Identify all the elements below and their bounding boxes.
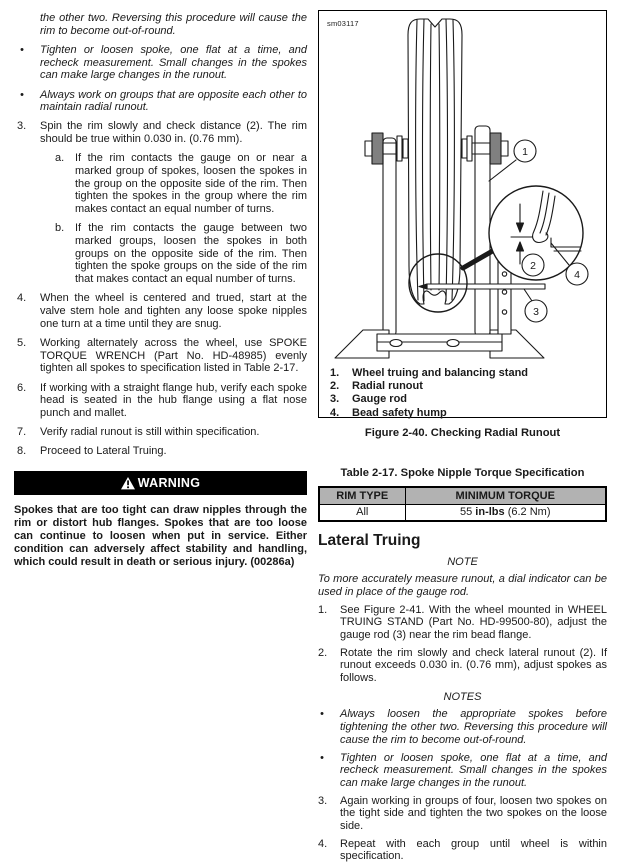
step-text: Rotate the rim slowly and check lateral runout (2). If runout exceeds 0.030 in. (0.76 mm), adjust spokes as follows. <box>340 646 607 685</box>
step-text: Repeat with each group until wheel is within specification. <box>340 837 607 863</box>
bullet-glyph: • <box>320 751 324 764</box>
warning-banner <box>14 471 307 495</box>
step-8 <box>14 445 307 458</box>
callout-3-number: 3 <box>533 306 539 318</box>
warning-text: Spokes that are too tight can draw nipples through the rim or distort hub flanges. Spokes that are too loose can continue to loosen when put in service. Either condition can adversely affect stability and handling, which could result in death or serious injury. (00286a) <box>14 504 307 568</box>
step-text: If working with a straight flange hub, verify each spoke head is seated in the hub flange using a flat nose punch and mallet. <box>40 381 307 419</box>
callout-4-number: 4 <box>574 269 580 281</box>
legend-item <box>319 380 606 393</box>
note-bullet <box>14 89 307 114</box>
torque-metric: (6.2 Nm) <box>504 506 551 519</box>
figure-legend <box>319 367 606 420</box>
step-text: Proceed to Lateral Truing. <box>40 445 167 458</box>
step-number: 3. <box>17 120 27 133</box>
callout-2-number: 2 <box>530 260 536 272</box>
note-continuation: the other two. Reversing this procedure will cause the rim to become out-of-round. <box>40 12 307 37</box>
substep-text: If the rim contacts the gauge between two marked groups, loosen the spokes in both groups on the opposite side of the rim. Then tighten the spoke groups on the side of the rim that makes contact an equal number of turns. <box>75 222 307 286</box>
warning-triangle-icon <box>121 477 135 490</box>
substep-a <box>40 152 307 216</box>
note-bullet-text: Tighten or loosen spoke, one flat at a time, and recheck measurement. Small changes in the spokes can make large changes in the runout. <box>340 751 607 789</box>
bullet-glyph: • <box>20 88 24 101</box>
right-column <box>318 0 607 868</box>
legend-text: Gauge rod <box>352 393 408 406</box>
bullet-glyph: • <box>20 43 24 56</box>
lateral-step-2 <box>318 647 607 685</box>
step-text: When the wheel is centered and trued, start at the valve stem hole and tighten any loose spoke nipples one turn at a time until they are snug. <box>40 292 307 330</box>
legend-text: Wheel truing and balancing stand <box>352 367 529 379</box>
step-number: 7. <box>17 426 27 439</box>
step-text: Working alternately across the wheel, use SPOKE TORQUE WRENCH (Part No. HD-48985) evenly tighten all spokes to specification listed in Table 2-17. <box>40 336 307 375</box>
note-label: NOTE <box>447 556 478 569</box>
legend-number: 2. <box>330 380 340 393</box>
step-number: 8. <box>17 445 27 458</box>
table-header-row <box>319 487 606 504</box>
header-minimum-torque: MINIMUM TORQUE <box>405 487 606 504</box>
step-text: Verify radial runout is still within specification. <box>40 426 260 439</box>
legend-text: Radial runout <box>352 380 423 393</box>
note-text: To more accurately measure runout, a dial indicator can be used in place of the gauge rod. <box>318 573 607 598</box>
bullet-glyph: • <box>320 708 324 721</box>
figure-caption: Figure 2-40. Checking Radial Runout <box>364 427 561 439</box>
note-bullet-text: Tighten or loosen spoke, one flat at a time, and recheck measurement. Small changes in the spokes can make large changes in the runout. <box>40 43 307 82</box>
step-number: 1. <box>318 603 328 616</box>
callout-2 <box>522 254 544 276</box>
legend-item <box>319 393 606 406</box>
step-text: See Figure 2-41. With the wheel mounted in WHEEL TRUING STAND (Part No. HD-99500-80), adjust the gauge rod (3) near the rim bead flange. <box>340 603 607 641</box>
cell-rim-type: All <box>319 504 405 521</box>
step-3 <box>14 120 307 285</box>
step-number: 4. <box>17 292 27 305</box>
wheel-truing-stand-drawing <box>319 11 606 367</box>
substep-letter: a. <box>55 152 65 165</box>
spoke-torque-table <box>318 486 607 522</box>
header-rim-type: RIM TYPE <box>319 487 405 504</box>
callout-4 <box>566 263 588 285</box>
lateral-step-1 <box>318 604 607 642</box>
cell-torque <box>405 504 606 521</box>
warning-label: WARNING <box>137 475 201 490</box>
step-text: Again working in groups of four, loosen two spokes on the tight side and tighten the two spokes on the loose side. <box>340 794 607 833</box>
legend-text: Bead safety hump <box>352 406 447 419</box>
step-number: 2. <box>318 646 328 659</box>
leader-3 <box>524 289 532 301</box>
step-5 <box>14 337 307 375</box>
torque-value: 55 <box>460 506 476 519</box>
note-bullet <box>14 44 307 82</box>
figure-2-40 <box>318 10 607 418</box>
lateral-step-4 <box>318 838 607 863</box>
lateral-step-3 <box>318 795 607 833</box>
substep-text: If the rim contacts the gauge on or near a marked group of spokes, loosen the spokes in the group on the opposite side of the rim. Then tighten the spokes in the group where the rim makes contact an equal number of turns. <box>75 152 307 216</box>
section-heading: Lateral Truing <box>318 532 421 550</box>
figure-code: sm03117 <box>327 19 359 28</box>
step-4 <box>14 292 307 330</box>
legend-number: 3. <box>330 393 340 406</box>
legend-item <box>319 407 606 420</box>
legend-number: 1. <box>330 367 340 379</box>
step-number: 6. <box>17 381 27 394</box>
left-column <box>14 0 307 569</box>
note-bullet-text: Always work on groups that are opposite each other to maintain radial runout. <box>40 88 307 114</box>
step-text: Spin the rim slowly and check distance (2). The rim should be true within 0.030 in. (0.76 mm). <box>40 120 307 146</box>
note-bullet-text: Always loosen the appropriate spokes before tightening the other two. Reversing this procedure will cause the rim to become out-of-round. <box>340 708 607 746</box>
notes-label: NOTES <box>443 690 482 703</box>
step-number: 3. <box>318 794 328 807</box>
lateral-note-bullet <box>318 752 607 790</box>
torque-unit: in-lbs <box>475 506 505 519</box>
callout-3 <box>525 300 547 322</box>
legend-number: 4. <box>330 406 340 419</box>
legend-item <box>319 367 606 380</box>
substep-letter: b. <box>55 222 65 235</box>
callout-1-number: 1 <box>522 146 528 158</box>
callout-1 <box>514 140 536 162</box>
wheel-rim <box>408 19 462 304</box>
step-number: 4. <box>318 837 328 850</box>
table-title: Table 2-17. Spoke Nipple Torque Specification <box>340 466 585 479</box>
lateral-note-bullet <box>318 708 607 746</box>
substep-b <box>40 222 307 286</box>
table-row <box>319 504 606 521</box>
step-number: 5. <box>17 336 27 349</box>
step-7 <box>14 426 307 439</box>
step-6 <box>14 382 307 420</box>
